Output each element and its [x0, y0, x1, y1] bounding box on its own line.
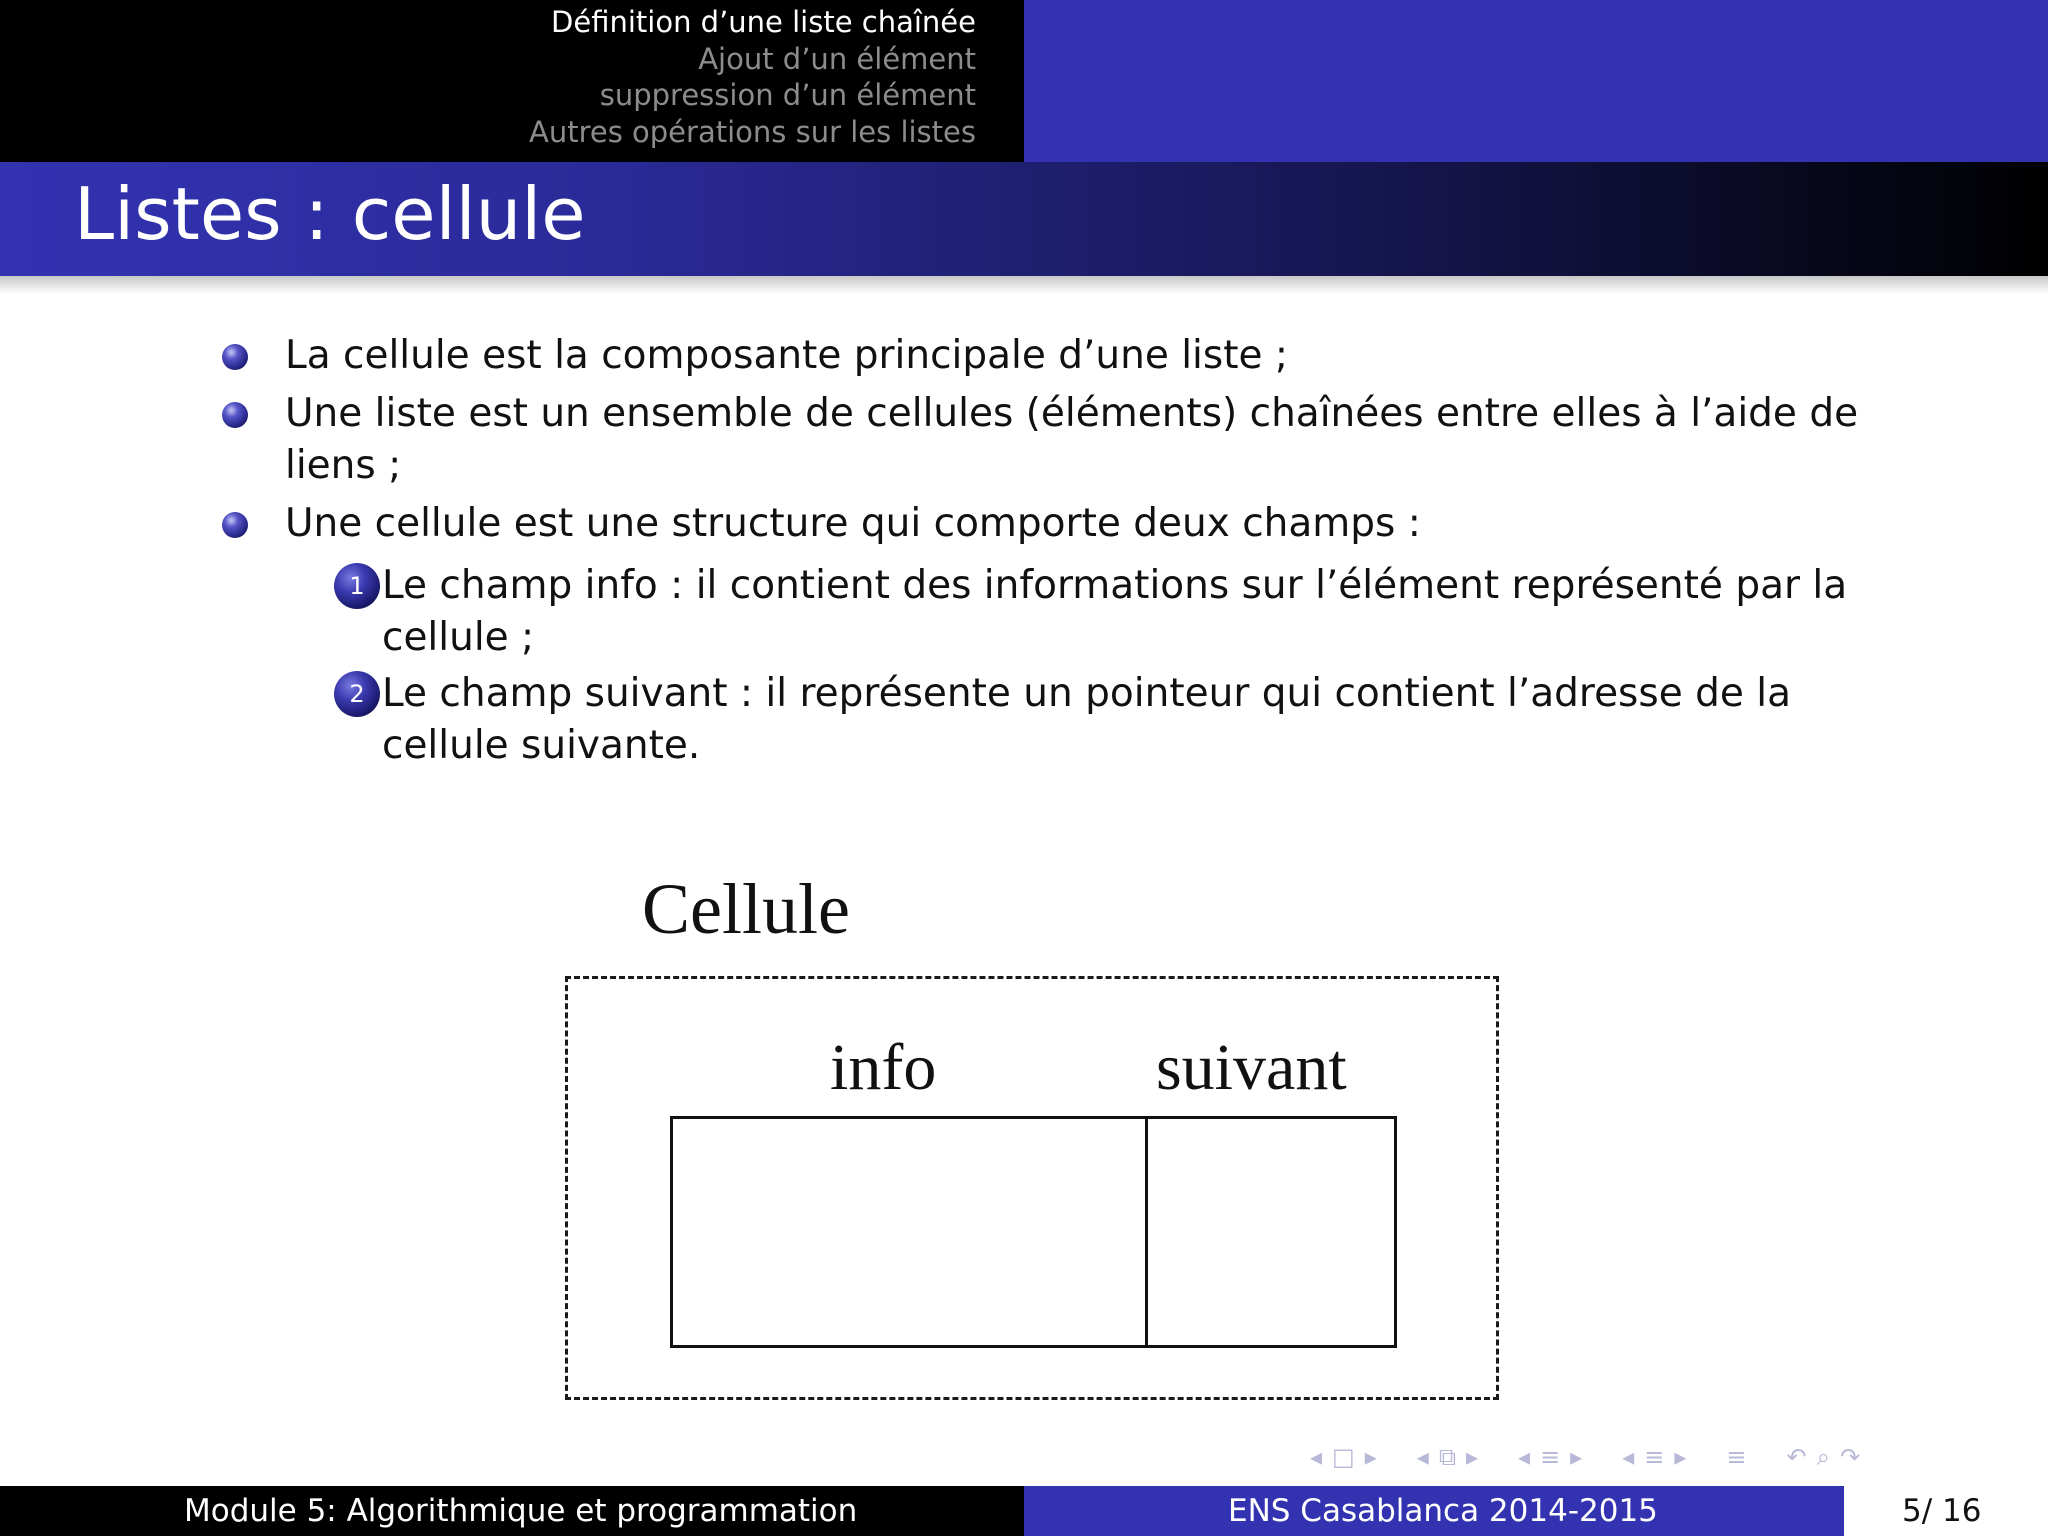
section-link-suppression[interactable]: suppression d’un élément — [599, 78, 976, 112]
nav-next-icon[interactable]: ▸ — [1570, 1443, 1583, 1471]
nav-prev-icon[interactable]: ◂ — [1518, 1443, 1531, 1471]
nav-prev-icon[interactable]: ◂ — [1622, 1443, 1635, 1471]
section-icon[interactable]: ≡ — [1644, 1443, 1665, 1471]
back-icon[interactable]: ↶ — [1786, 1443, 1807, 1471]
title-shadow — [0, 276, 2048, 294]
bullet-ball-icon — [222, 344, 248, 370]
enumerate-text: Le champ info : il contient des informations sur l’élément représenté par la cellule ; — [382, 563, 1848, 660]
enumerate-number-badge: 2 — [334, 671, 380, 717]
cell-dashed-border — [565, 976, 1499, 1400]
footer-institution: ENS Casablanca 2014-2015 — [1228, 1493, 1658, 1529]
field-suivant-label: suivant — [1156, 1031, 1347, 1104]
bullet-ball-icon — [222, 512, 248, 538]
section-navigation — [529, 4, 976, 150]
enumerate-list — [285, 560, 1902, 772]
header-sections-panel — [0, 0, 1024, 162]
navigation-symbols — [1310, 1440, 2030, 1474]
footline — [0, 1486, 2048, 1536]
field-info-box — [670, 1116, 1148, 1348]
bullet-list — [222, 330, 1902, 772]
bullet-item — [222, 498, 1902, 772]
frame-icon[interactable]: □ — [1332, 1443, 1355, 1471]
bullet-ball-icon — [222, 402, 248, 428]
header-bar — [0, 0, 2048, 162]
section-link-ajout[interactable]: Ajout d’un élément — [698, 41, 976, 76]
bullet-item — [222, 330, 1902, 382]
frame-title-bar — [0, 162, 2048, 276]
section-link-autres-operations[interactable]: Autres opérations sur les listes — [528, 114, 976, 149]
bullet-item — [222, 388, 1902, 492]
section-link-definition[interactable]: Définition d’une liste chaînée — [551, 5, 976, 39]
footer-page-number: 5/ 16 — [1902, 1493, 1982, 1529]
diagram-title: Cellule — [642, 869, 850, 949]
header-subsection-panel — [1024, 0, 2048, 162]
nav-next-icon[interactable]: ▸ — [1364, 1443, 1377, 1471]
bullet-text: Une liste est un ensemble de cellules (éléments) chaînées entre elles à l’aide de liens ; — [285, 391, 1859, 488]
enumerate-number-badge: 1 — [334, 563, 380, 609]
bullet-text: Une cellule est une structure qui comporte deux champs : — [285, 501, 1421, 546]
section-icon[interactable]: ≡ — [1540, 1443, 1561, 1471]
bullet-text: La cellule est la composante principale d’une liste ; — [285, 333, 1289, 378]
field-suivant-box — [1145, 1116, 1397, 1348]
enumerate-item — [222, 560, 1902, 664]
footer-course-title: Module 5: Algorithmique et programmation — [184, 1493, 858, 1529]
search-icon[interactable]: ⌕ — [1816, 1443, 1831, 1471]
forward-icon[interactable]: ↷ — [1840, 1443, 1861, 1471]
enumerate-text: Le champ suivant : il représente un pointeur qui contient l’adresse de la cellule suivante. — [382, 671, 1791, 768]
nav-next-icon[interactable]: ▸ — [1674, 1443, 1687, 1471]
enumerate-item — [222, 668, 1902, 772]
nav-next-icon[interactable]: ▸ — [1465, 1443, 1479, 1471]
nav-prev-icon[interactable]: ◂ — [1416, 1443, 1429, 1471]
slide-content — [222, 330, 1902, 778]
doc-icon[interactable]: ≡ — [1726, 1443, 1747, 1471]
field-info-label: info — [830, 1031, 937, 1104]
frame-title: Listes : cellule — [74, 172, 586, 256]
nav-prev-icon[interactable]: ◂ — [1310, 1443, 1323, 1471]
subsection-icon[interactable]: ⧉ — [1438, 1443, 1456, 1471]
